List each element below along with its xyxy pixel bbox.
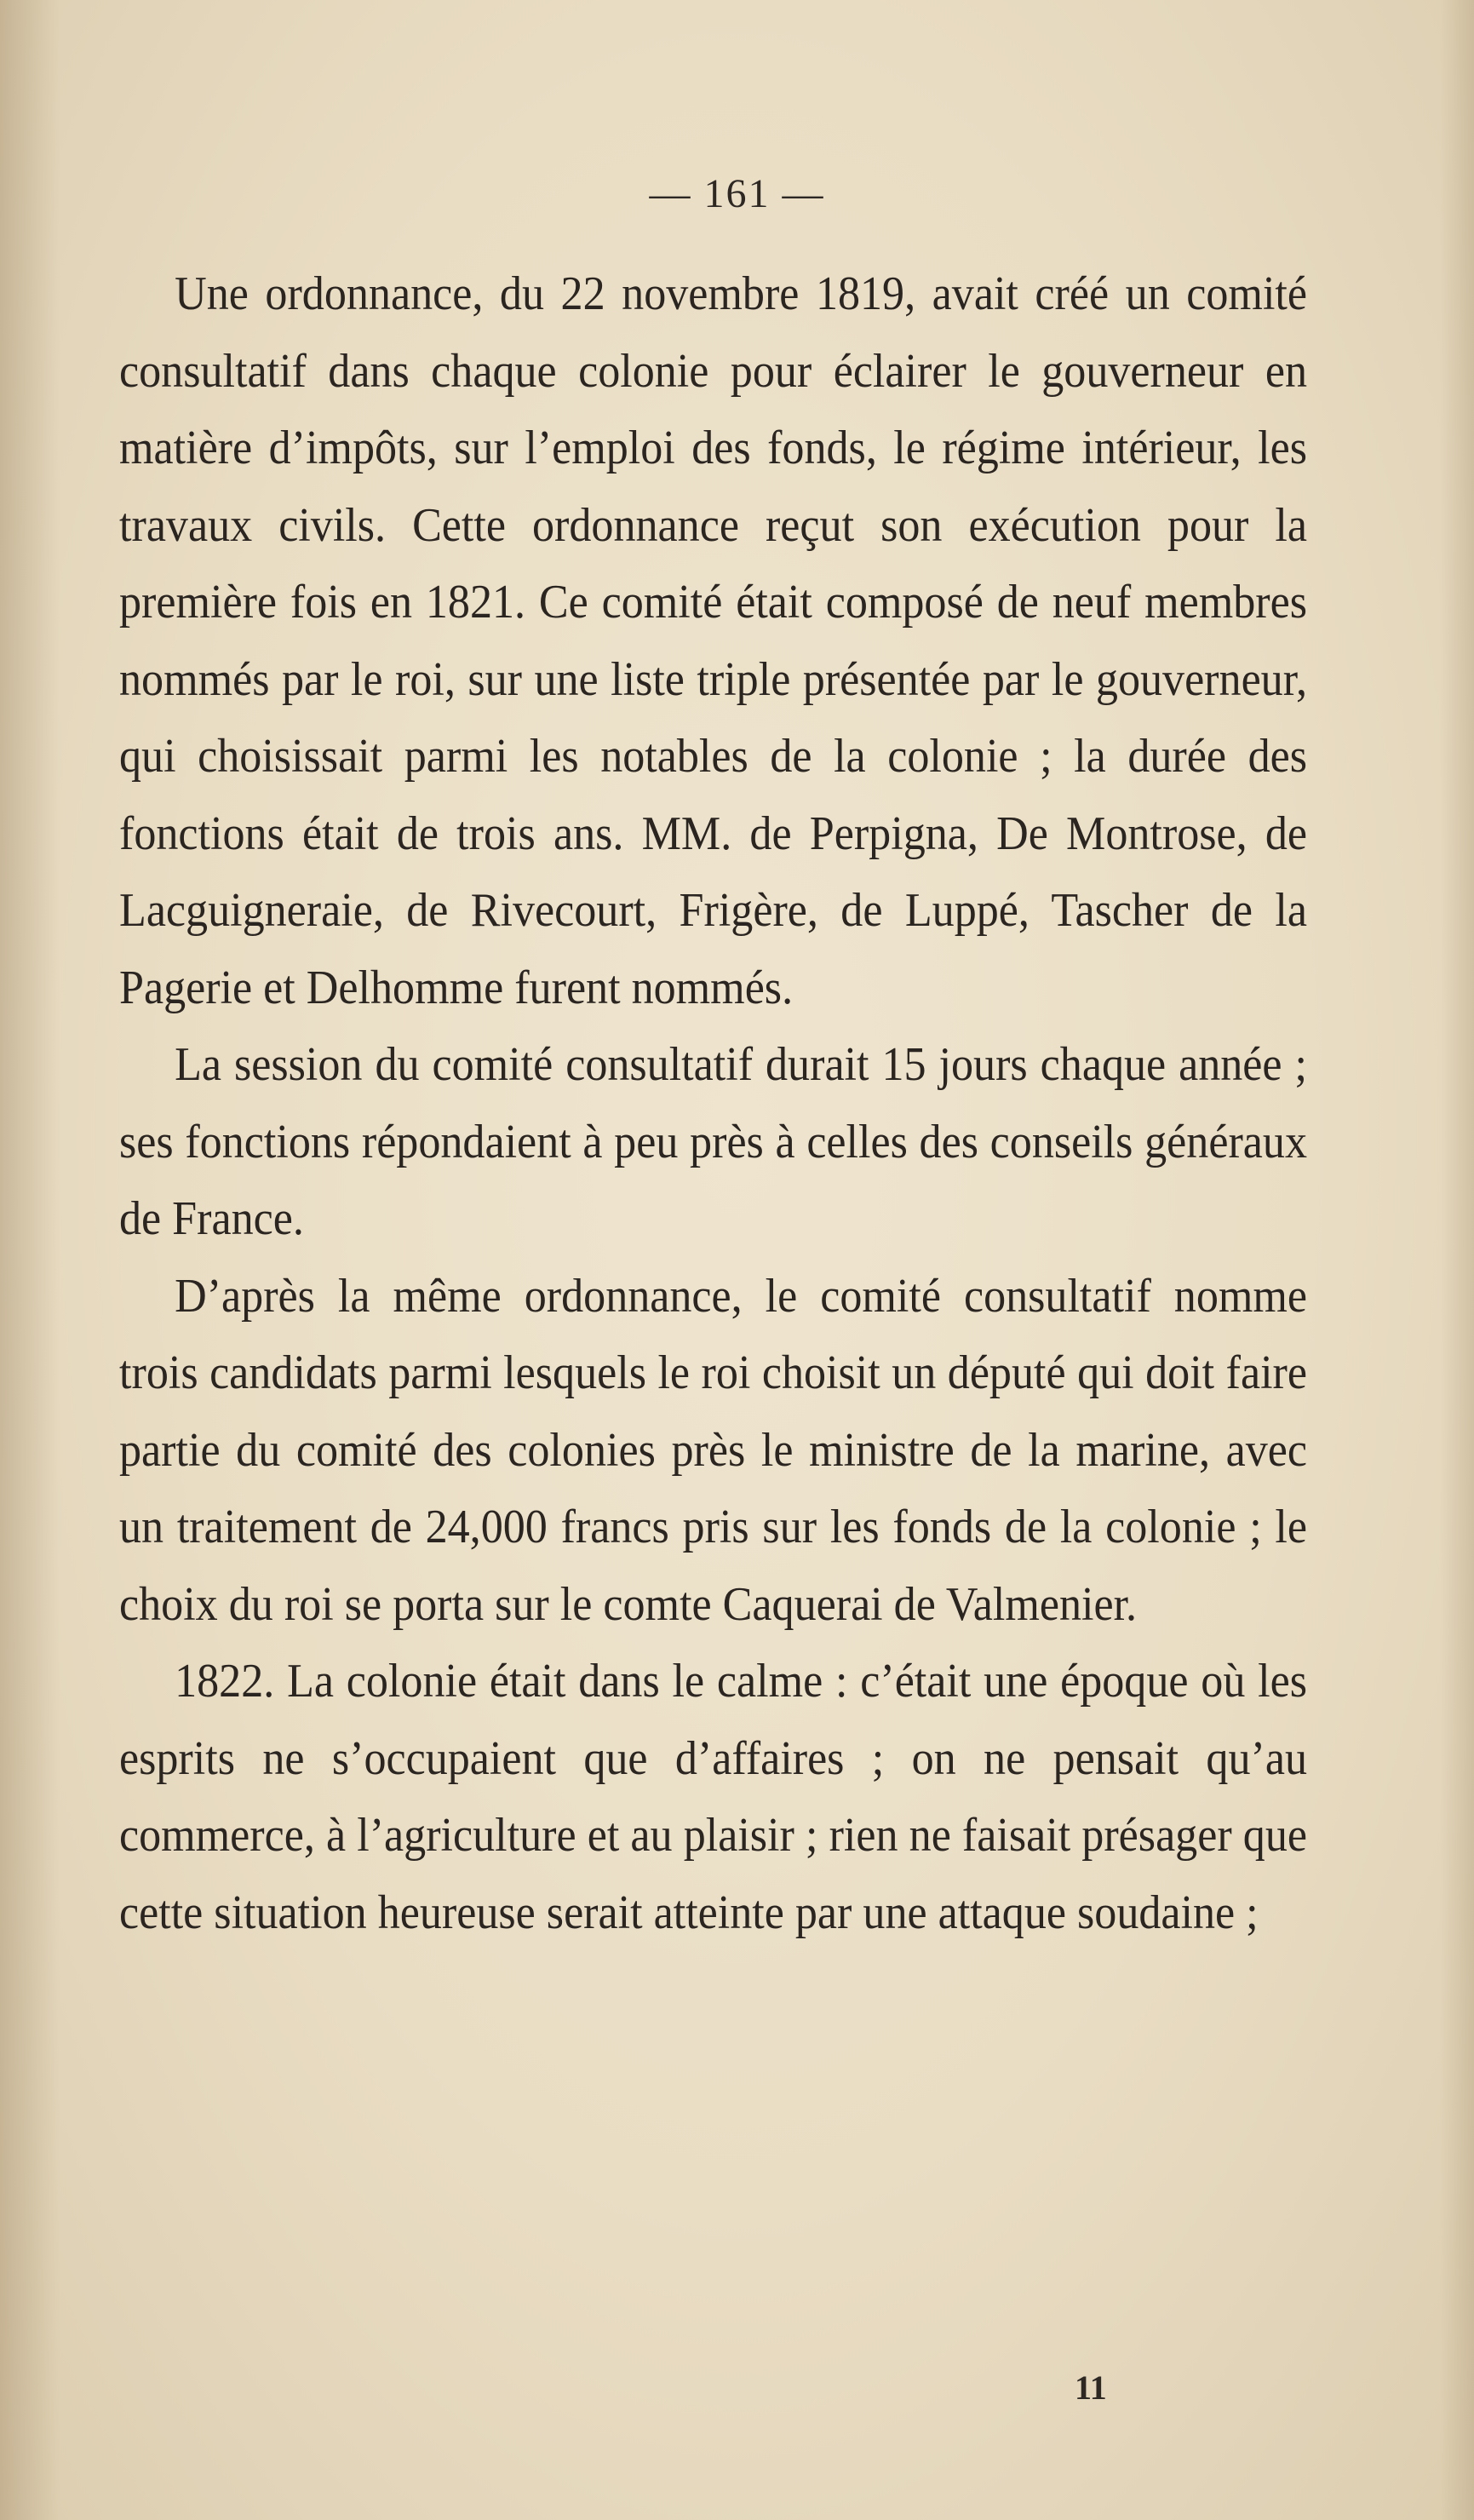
paragraph-3: D’après la même ordonnance, le comité consultatif nomme trois candidats parmi lesquels le roi choisit un député qui doit faire partie du comité des colonies près le ministre de la marine, avec un traitement de 24,000 francs pris sur les fonds de la colonie ; le choix du roi se porta sur le comte Caquerai de Valmenier. <box>119 1269 1308 1631</box>
signature-mark: 11 <box>1075 2368 1107 2407</box>
page-number: — 161 — <box>649 171 825 216</box>
paragraph-1: Une ordonnance, du 22 novembre 1819, avait créé un comité consultatif dans chaque colonie pour éclairer le gouverneur en matière d’impôts, sur l’emploi des fonds, le régime intérieur, les travaux civils. Cette ordonnance reçut son exécution pour la première fois en 1821. Ce comité était composé de neuf membres nommés par le roi, sur une liste triple présentée par le gouverneur, qui choisissait parmi les notables de la colonie ; la durée des fonctions était de trois ans. MM. de Perpigna, De Montrose, de Lacguigneraie, de Rivecourt, Frigère, de Luppé, Tascher de la Pagerie et Delhomme furent nommés. <box>119 267 1308 1014</box>
page-edge-shadow-right <box>1440 0 1474 2520</box>
page-edge-shadow <box>0 0 60 2520</box>
body-text <box>119 255 1307 1951</box>
paragraph-2: La session du comité consultatif durait 15 jours chaque année ; ses fonctions répondaient à peu près à celles des conseils généraux de France. <box>119 1038 1308 1245</box>
paragraph-4: 1822. La colonie était dans le calme : c’était une époque où les esprits ne s’occupaient que d’affaires ; on ne pensait qu’au commerce, à l’agriculture et au plaisir ; rien ne faisait présager que cette situation heureuse serait atteinte par une attaque soudaine ; <box>119 1655 1308 1939</box>
